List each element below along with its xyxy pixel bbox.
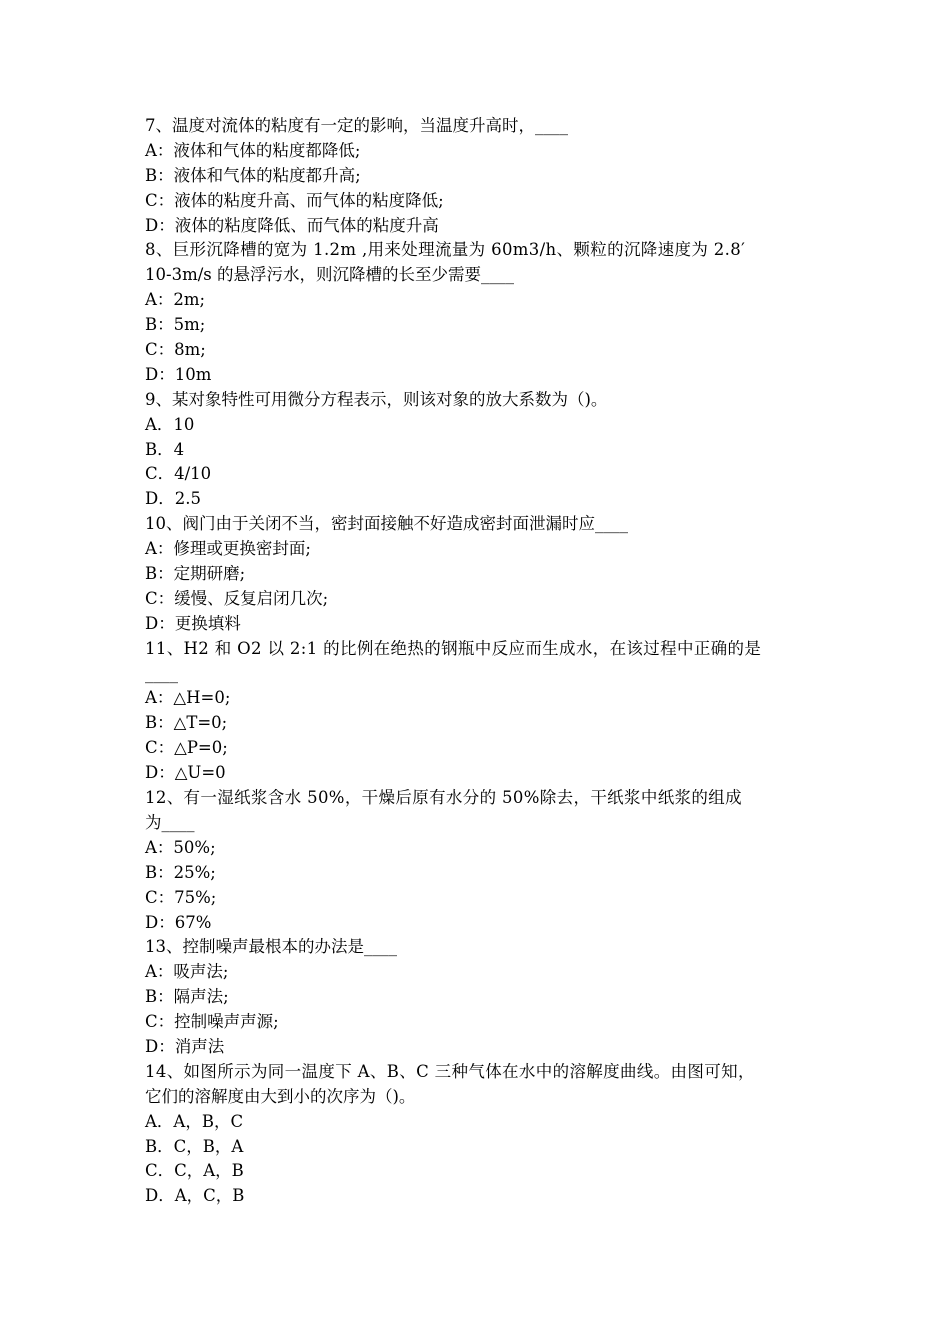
answer-option: C．4/10 [145, 464, 212, 484]
answer-option: D：10m [145, 364, 212, 384]
answer-option: C：液体的粘度升高、而气体的粘度降低; [145, 190, 444, 210]
answer-option: A：吸声法; [145, 962, 229, 982]
question-stem-line: 它们的溶解度由大到小的次序为（)。 [145, 1086, 416, 1106]
question-stem-line: 7、温度对流体的粘度有一定的影响，当温度升高时，____ [145, 116, 568, 135]
question-block [145, 512, 810, 636]
answer-option: A：液体和气体的粘度都降低; [145, 140, 361, 160]
question-block [145, 935, 810, 1059]
answer-option: A：2m; [145, 290, 206, 310]
question-stem-line: 9、某对象特性可用微分方程表示，则该对象的放大系数为（)。 [145, 389, 608, 409]
answer-option: C：缓慢、反复启闭几次; [145, 588, 329, 608]
answer-option: C：75%; [145, 887, 217, 907]
question-stem-line: 12、有一湿纸浆含水 50%，干燥后原有水分的 50%除去，干纸浆中纸浆的组成 [145, 788, 742, 808]
answer-option: A．10 [145, 414, 195, 434]
answer-option: D：消声法 [145, 1036, 225, 1056]
answer-option: B．C，B，A [145, 1136, 244, 1156]
answer-option: D：更换填料 [145, 613, 241, 633]
question-stem-line: 为____ [145, 812, 195, 832]
answer-option: B：△T=0; [145, 713, 228, 733]
question-block [145, 1060, 810, 1209]
question-block [145, 637, 810, 786]
answer-option: A：△H=0; [145, 688, 231, 708]
question-stem-line: 13、控制噪声最根本的办法是____ [145, 937, 397, 957]
answer-option: B：液体和气体的粘度都升高; [145, 165, 361, 185]
answer-option: B：隔声法; [145, 987, 229, 1007]
question-block [145, 786, 810, 935]
question-block [145, 114, 810, 238]
answer-option: C：8m; [145, 340, 206, 360]
answer-option: C：△P=0; [145, 738, 228, 758]
question-block [145, 238, 810, 387]
answer-option: D：67% [145, 912, 212, 932]
question-stem-line: 10、阀门由于关闭不当，密封面接触不好造成密封面泄漏时应____ [145, 514, 628, 534]
answer-option: C：控制噪声声源; [145, 1012, 279, 1032]
question-stem-line: ____ [145, 663, 178, 683]
answer-option: A：修理或更换密封面; [145, 539, 311, 559]
answer-option: B：25%; [145, 862, 216, 882]
answer-option: A．A，B，C [145, 1111, 244, 1131]
answer-option: D．A，C，B [145, 1186, 245, 1206]
answer-option: C．C，A，B [145, 1161, 244, 1181]
answer-option: D．2.5 [145, 489, 201, 509]
answer-option: D：△U=0 [145, 763, 226, 783]
answer-option: A：50%; [145, 837, 216, 857]
question-block [145, 388, 810, 512]
question-stem-line: 14、如图所示为同一温度下 A、B、C 三种气体在水中的溶解度曲线。由图可知， [145, 1061, 755, 1081]
answer-option: B：定期研磨; [145, 564, 246, 584]
answer-option: B：5m; [145, 315, 206, 335]
answer-option: D：液体的粘度降低、而气体的粘度升高 [145, 215, 439, 235]
question-stem-line: 8、巨形沉降槽的宽为 1.2m ,用来处理流量为 60m3/h、颗粒的沉降速度为 2.8′ [145, 240, 746, 260]
question-stem-line: 10-3m/s 的悬浮污水，则沉降槽的长至少需要____ [145, 265, 514, 285]
question-stem-line: 11、H2 和 O2 以 2:1 的比例在绝热的钢瓶中反应而生成水，在该过程中正确的是 [145, 638, 762, 658]
answer-option: B．4 [145, 439, 185, 459]
document-body [145, 114, 810, 1209]
